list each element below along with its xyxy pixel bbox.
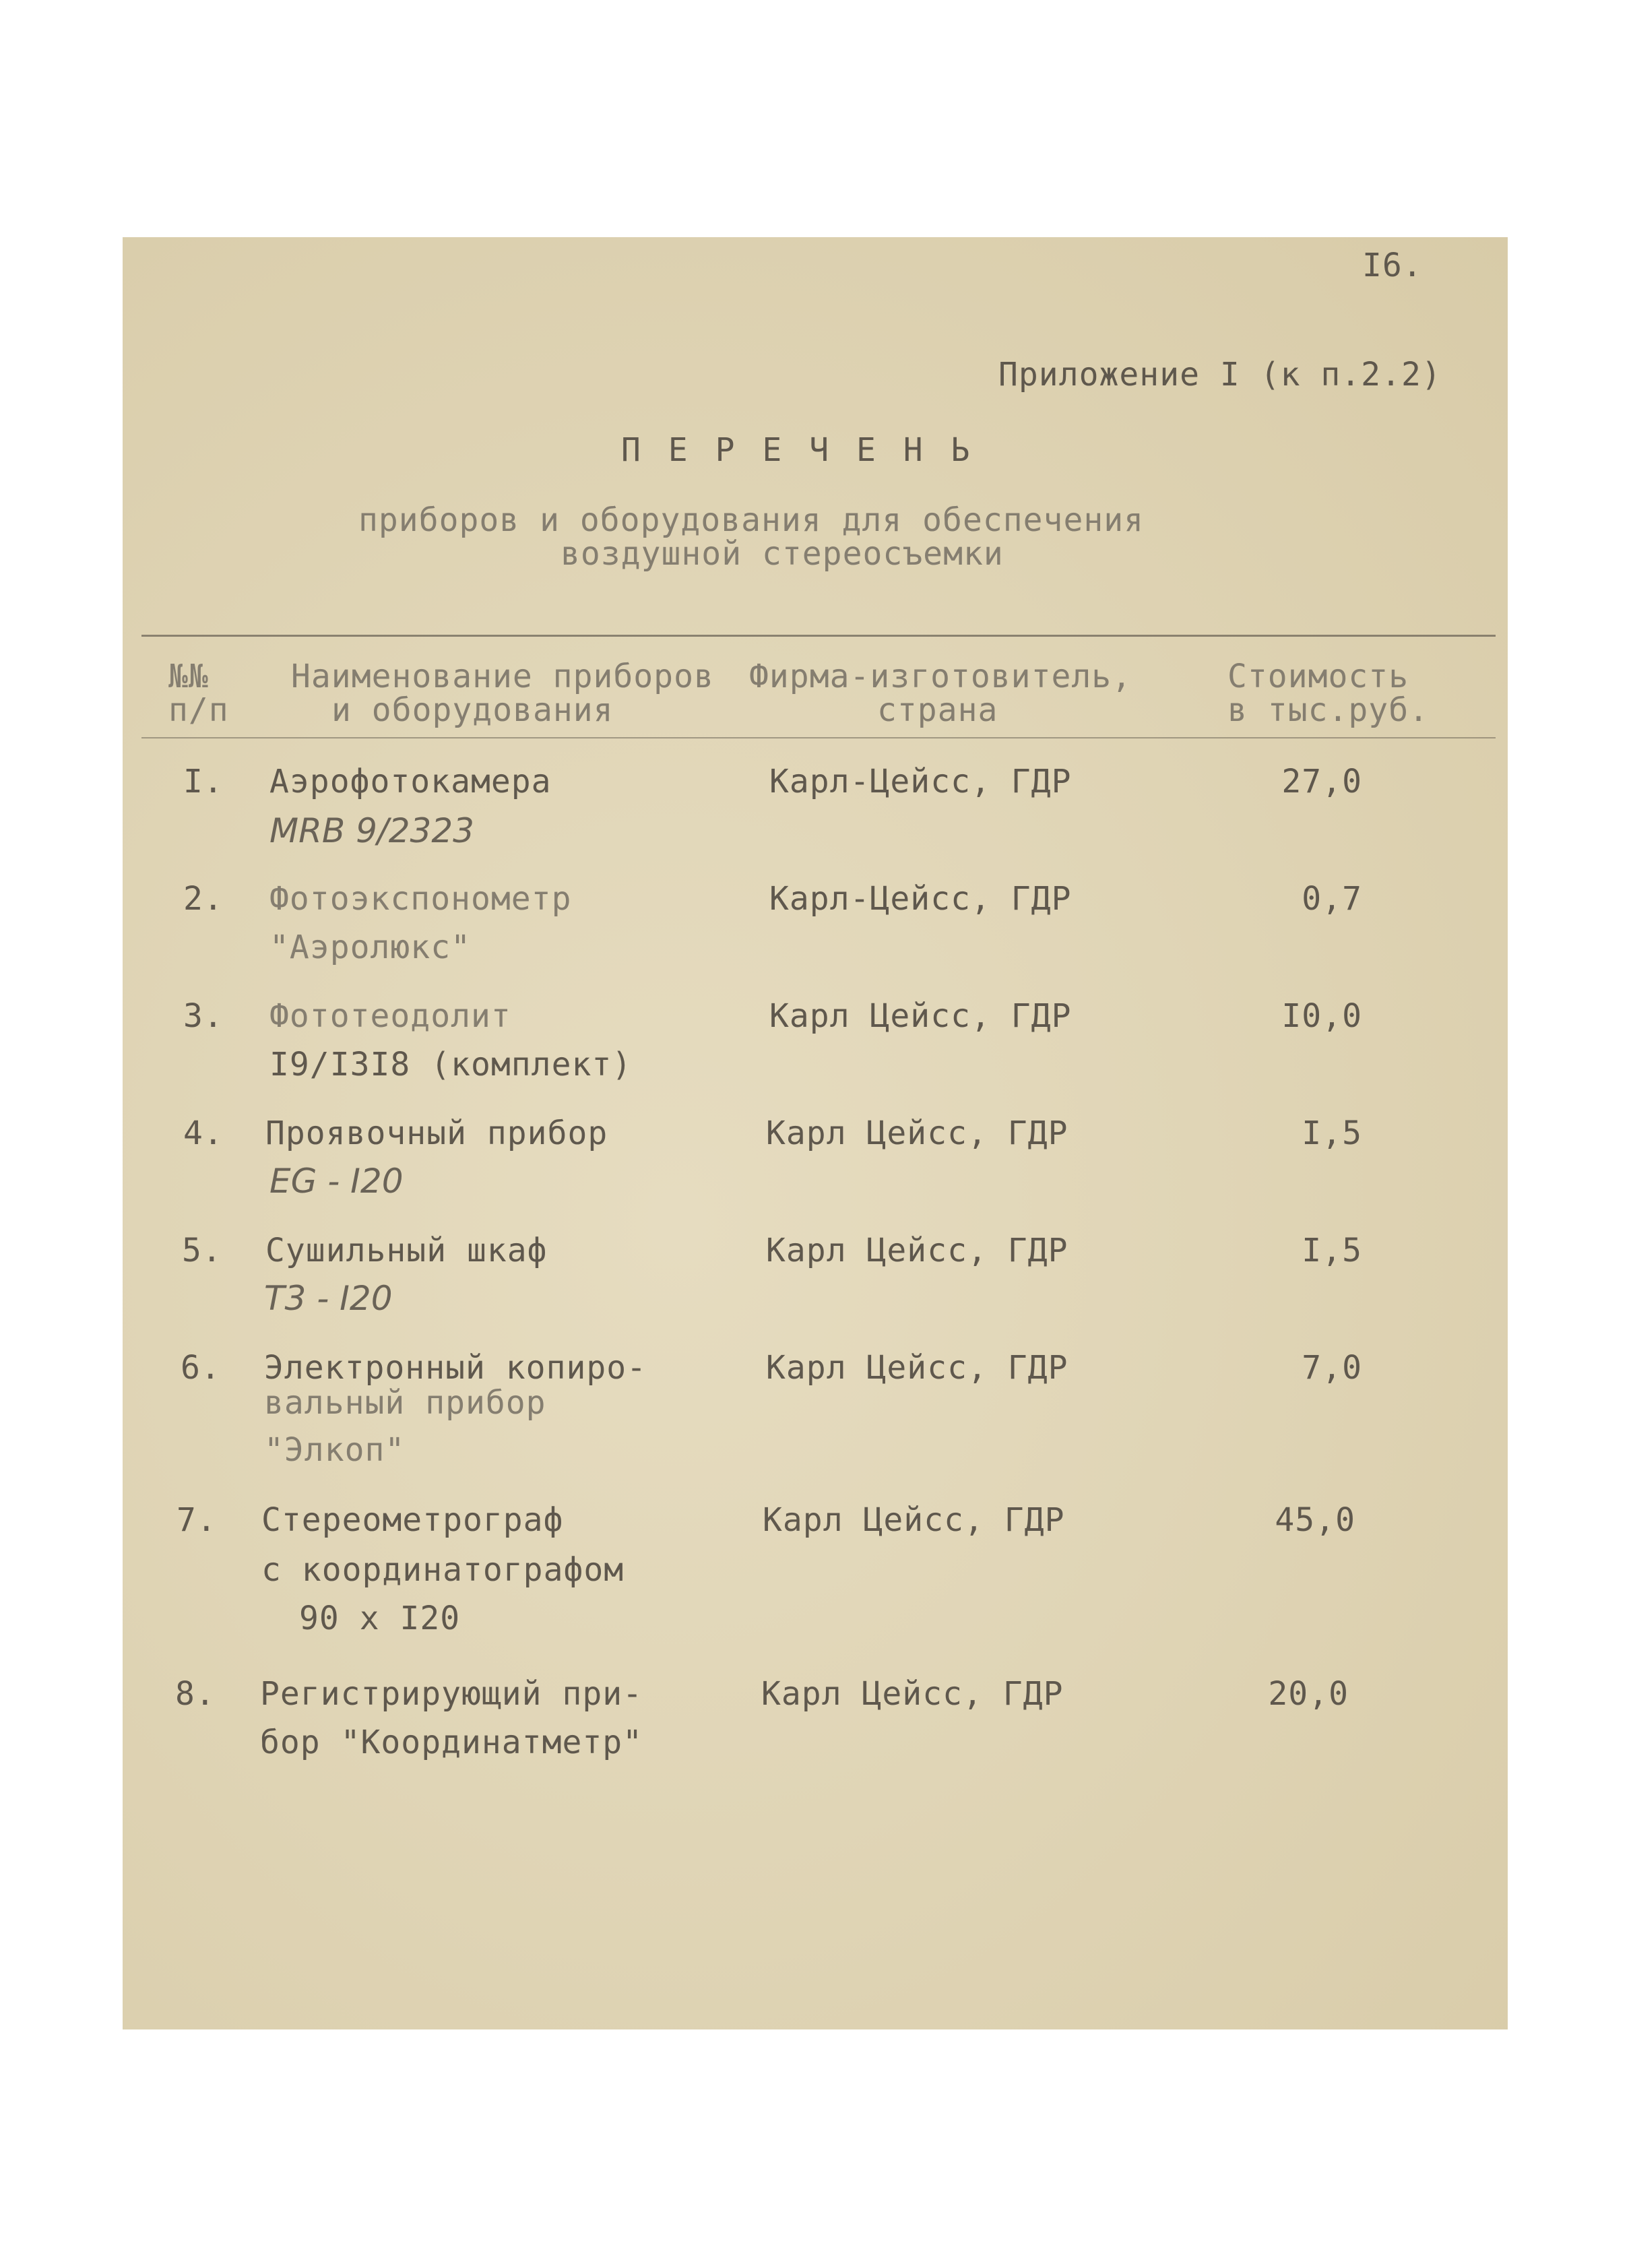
- row-4-maker: Карл Цейсс, ГДР: [766, 1114, 1068, 1152]
- row-7-number: 7.: [177, 1501, 217, 1539]
- row-6-maker: Карл Цейсс, ГДР: [766, 1349, 1068, 1387]
- row-7-name-1: Стереометрограф: [261, 1501, 564, 1539]
- row-8-name-1: Регистрирующий при-: [260, 1675, 643, 1713]
- row-5-maker: Карл Цейсс, ГДР: [766, 1232, 1068, 1269]
- col-num-header-2: п/п: [168, 691, 229, 729]
- col-maker-header-2: страна: [877, 691, 998, 729]
- row-5-number: 5.: [182, 1232, 222, 1269]
- row-6-cost: 7,0: [1302, 1349, 1362, 1387]
- row-1-cost: 27,0: [1281, 763, 1362, 800]
- header-bottom-rule: [141, 737, 1496, 738]
- row-2-name-2: "Аэролюкс": [269, 928, 471, 966]
- col-num-header-1: №№: [168, 658, 209, 695]
- header-top-rule: [141, 635, 1496, 637]
- row-3-name-2: I9/I3I8 (комплект): [269, 1046, 633, 1083]
- page-number: I6.: [1362, 247, 1423, 284]
- row-4-number: 4.: [183, 1114, 224, 1152]
- row-8-maker: Карл Цейсс, ГДР: [761, 1675, 1064, 1713]
- row-2-name-1: Фотоэкспонометр: [269, 880, 572, 918]
- appendix-label: Приложение I (к п.2.2): [998, 356, 1442, 393]
- row-2-maker: Карл-Цейсс, ГДР: [769, 880, 1072, 918]
- row-7-cost: 45,0: [1275, 1501, 1355, 1539]
- row-5-name-2: T3 - I20: [264, 1279, 393, 1318]
- row-1-name-1: Аэрофотокамера: [269, 763, 552, 800]
- row-8-number: 8.: [175, 1675, 216, 1713]
- row-4-cost: I,5: [1302, 1114, 1362, 1152]
- col-name-header-1: Наименование приборов: [291, 658, 714, 695]
- col-name-header-2: и оборудования: [331, 691, 614, 729]
- row-2-number: 2.: [183, 880, 224, 918]
- row-6-name-1: Электронный копиро-: [264, 1349, 647, 1387]
- row-7-maker: Карл Цейсс, ГДР: [763, 1501, 1065, 1539]
- row-5-cost: I,5: [1302, 1232, 1362, 1269]
- row-3-name-1: Фототеодолит: [269, 997, 511, 1035]
- col-cost-header-2: в тыс.руб.: [1227, 691, 1429, 729]
- col-maker-header-1: Фирма-изготовитель,: [749, 658, 1132, 695]
- row-3-number: 3.: [183, 997, 224, 1035]
- row-2-cost: 0,7: [1302, 880, 1362, 918]
- row-6-name-3: "Элкоп": [264, 1431, 406, 1469]
- row-6-name-2: вальный прибор: [264, 1384, 546, 1422]
- col-cost-header-1: Стоимость: [1227, 658, 1409, 695]
- row-7-name-2: с координатографом: [261, 1551, 625, 1589]
- row-3-cost: I0,0: [1281, 997, 1362, 1035]
- row-5-name-1: Сушильный шкаф: [265, 1232, 548, 1269]
- row-1-name-2: MRB 9/2323: [269, 811, 474, 850]
- row-4-name-1: Проявочный прибор: [265, 1114, 608, 1152]
- subtitle-line-2: воздушной стереосъемки: [561, 535, 1004, 573]
- document-title: П Е Р Е Ч Е Н Ь: [621, 431, 974, 469]
- document-sheet: [123, 237, 1508, 2029]
- row-6-number: 6.: [181, 1349, 221, 1387]
- row-1-number: I.: [183, 763, 224, 800]
- row-7-name-3: 90 x I20: [299, 1600, 461, 1637]
- row-8-cost: 20,0: [1268, 1675, 1349, 1713]
- row-1-maker: Карл-Цейсс, ГДР: [769, 763, 1072, 800]
- row-8-name-2: бор "Координатметр": [260, 1724, 643, 1761]
- row-4-name-2: EG - I20: [269, 1162, 404, 1201]
- row-3-maker: Карл Цейсс, ГДР: [769, 997, 1072, 1035]
- subtitle-line-1: приборов и оборудования для обеспечения: [358, 501, 1145, 539]
